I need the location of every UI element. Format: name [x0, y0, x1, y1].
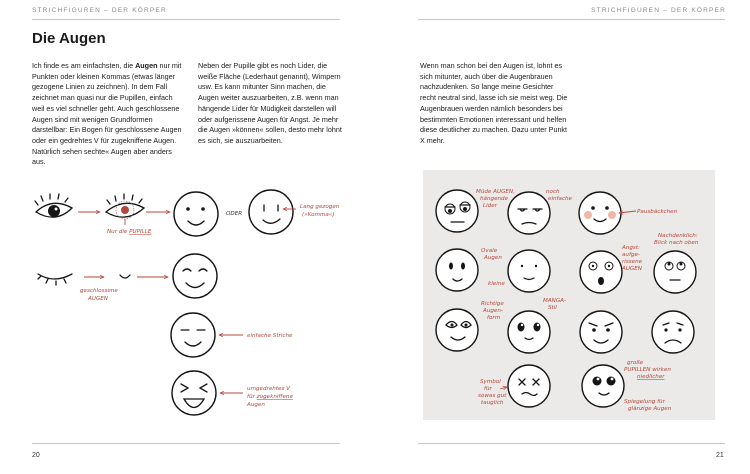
face-line-eyes [171, 313, 215, 357]
page-number-left: 20 [32, 452, 40, 459]
label-umgedrehtes-v: umgedrehtes V [247, 386, 290, 392]
face-small-eyes [508, 250, 550, 292]
face-oval-eyes [436, 249, 478, 291]
running-header-right: STRICHFIGUREN – DER KÖRPER [591, 7, 726, 14]
face-tired-simple [508, 192, 550, 234]
label-nachdenklich: Nachdenklich: [658, 233, 698, 239]
label-pupille: Nur die PUPILLE [107, 229, 152, 235]
label-aufge: aufge- [622, 252, 640, 258]
label-stil: Stil [548, 305, 557, 311]
label-noch: noch [546, 189, 560, 195]
label-einfache: einfache [548, 196, 573, 202]
face-comma-eyes [249, 190, 293, 234]
label-pausbaeckchen: Pausbäckchen [637, 209, 678, 215]
face-squinted-eyes [172, 371, 216, 415]
label-augen: AUGEN [88, 296, 108, 302]
label-symbol-fuer: für [484, 386, 492, 392]
label-sowas-gut: sowas gut [478, 393, 507, 399]
label-rissene: rissene [622, 259, 643, 265]
face-eye-shape [436, 309, 478, 351]
face-dot-eyes [174, 192, 218, 236]
label-lider: Lider [483, 203, 497, 209]
closed-eye-illustration [38, 274, 72, 285]
label-tauglich: tauglich [481, 400, 504, 406]
text-column-3: Wenn man schon bei den Augen ist, lohnt es sich mitunter, auch über die Augenbrauen nachzudenken. So lange meine Gesichter recht neutral sind, lasse ich sie meist weg. Die Augenbrauen werden nämlich besonders bei bestimmten Emotionen interessant und helfen diese deutlicher zu machen. Dazu unter Punkt X mehr. [420, 61, 568, 145]
label-muede-augen: Müde AUGEN, [476, 189, 515, 195]
label-niedlicher: niedlicher [637, 374, 665, 380]
label-kleine: kleine [488, 281, 505, 287]
text-column-2: Neben der Pupille gibt es noch Lider, die weiße Fläche (Lederhaut genannt), Wimpern usw. Es kann mitunter Sinn machen, die Augen weiter auszuarbeiten, z.B. wenn man hängende Lider für Müdigkeit darstellen will oder aufgerissene Augen für Angst. Je mehr die Augen »können« sollen, desto mehr lohnt es sich, sie auszuarbeiten. [198, 61, 342, 145]
label-angst-augen: AUGEN [622, 266, 642, 272]
closed-eye-arc [120, 275, 130, 278]
label-grosse: große [627, 360, 644, 366]
face-thinking [654, 251, 696, 293]
label-komma: (»Komma«) [302, 212, 335, 218]
label-haengende: hängende [480, 196, 509, 202]
face-tired-eyes [436, 190, 478, 232]
label-oder: ODER [226, 211, 243, 217]
label-ovale: Ovale [481, 248, 498, 254]
label-glaenzige-augen: glänzige Augen [628, 406, 672, 412]
label-augen-2: Augen [247, 402, 265, 408]
label-richtige: Richtige [481, 301, 504, 307]
face-closed-eyes [173, 254, 217, 298]
text-column-1: Ich finde es am einfachsten, die Augen nur mit Punkten oder kleinen Kommas (etwas länger gezogene Linien zu zeichnen). In dem Fall zeichnet man quasi nur die Pupillen, einfach weil es viel schneller geht. Auch geschlossene Augen sind mit wenigen Grundformen darstellbar: Ein Bogen für geschlossene Augen oder ein gedrehtes V für zugekniffene Augen. Natürlich sehen sechte« Augen aber anders aus. [32, 61, 182, 167]
label-geschlossene: geschlossene [80, 288, 118, 294]
face-sad [652, 311, 694, 353]
label-spiegelung: Spiegelung für [624, 399, 665, 405]
label-symbol: Symbol [480, 379, 501, 385]
label-blick-nach-oben: Blick nach oben [654, 240, 699, 246]
face-x-eyes [508, 365, 550, 407]
face-scared-eyes [580, 251, 622, 293]
running-header-left: STRICHFIGUREN – DER KÖRPER [32, 7, 167, 14]
label-angst: Angst: [622, 245, 640, 251]
label-augen-form: Augen- [483, 308, 503, 314]
label-ovale-augen: Augen [484, 255, 502, 261]
realistic-eye-illustration [35, 194, 72, 217]
eye-with-pupil-illustration [106, 194, 144, 219]
face-big-pupils [582, 365, 624, 407]
face-brows-worried [580, 311, 622, 353]
label-manga: MANGA- [543, 298, 567, 304]
label-fuer: für zugekniffene [247, 394, 293, 400]
page-number-right: 21 [716, 452, 724, 459]
label-lang-gezogen: Lang gezogen [300, 204, 340, 210]
label-pupillen-wirken: PUPILLEN wirken [624, 367, 671, 373]
face-manga [508, 311, 550, 353]
label-form: form [487, 315, 501, 321]
page-title: Die Augen [32, 30, 106, 47]
face-rosy-cheeks [579, 192, 621, 234]
label-einfache-striche: einfache Striche [247, 333, 293, 339]
